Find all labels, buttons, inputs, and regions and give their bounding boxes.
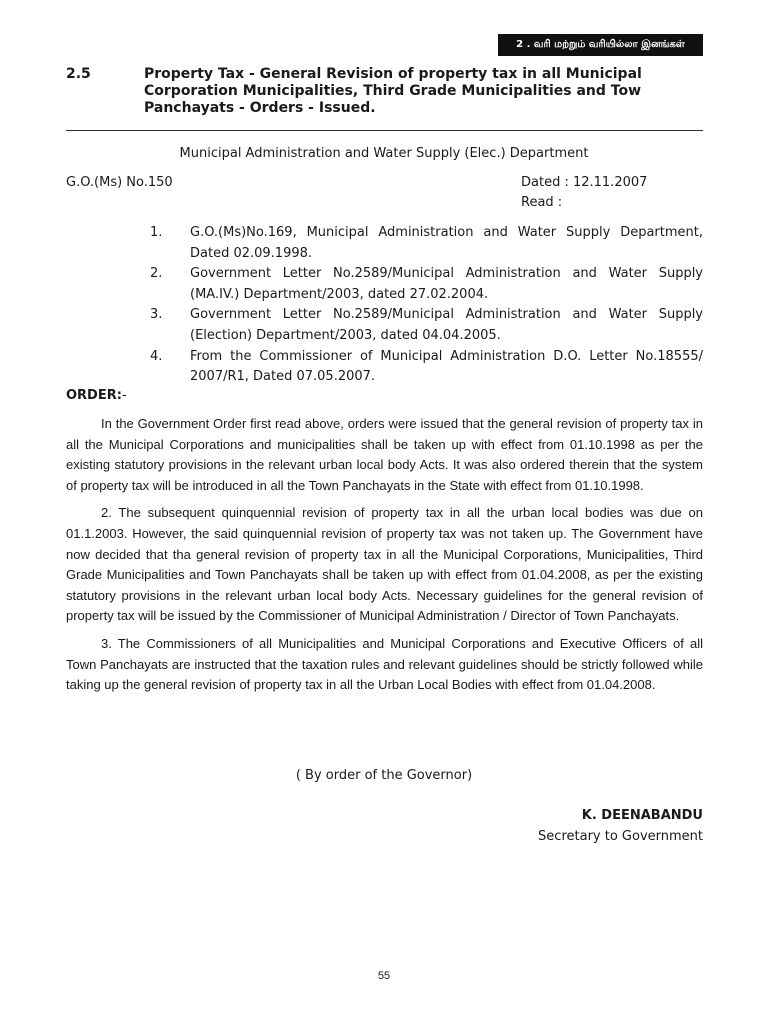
order-heading-dash: -: [121, 388, 127, 403]
page-number: 55: [377, 970, 391, 982]
order-heading-label: ORDER:: [66, 388, 122, 403]
governor-line: [0, 768, 768, 783]
reference-number: 2.: [150, 266, 163, 282]
governor-line-text: ( By order of the Governor): [295, 768, 473, 783]
reference-text: Government Letter No.2589/Municipal Administration and Water Supply (MA.IV.) Department/2003, dated 27.02.2004.: [190, 266, 703, 302]
signer-designation: Secretary to Government: [538, 829, 703, 844]
header-divider: [66, 130, 703, 131]
order-paragraph-3: 3. The Commissioners of all Municipalities and Municipal Corporations and Executive Officers of all Town Panchayats are instructed that the taxation rules and relevant guidelines should be strictly followed while taking up the general revision of property tax in all the Urban Local Bodies with effect from 01.04.2008.: [66, 635, 703, 693]
section-number: 2.5: [66, 66, 91, 82]
signer-name: K. DEENABANDU: [581, 808, 703, 823]
reference-number: 3.: [150, 307, 163, 323]
reference-number: 4.: [150, 348, 163, 364]
reference-text: From the Commissioner of Municipal Administration D.O. Letter No.18555/ 2007/R1, Dated 07.05.2007.: [190, 348, 703, 385]
chapter-header-tag: 2 . வரி மற்றும் வரியில்லா இனங்கள்: [498, 34, 703, 56]
read-label: Read :: [521, 195, 563, 210]
department-name: Municipal Administration and Water Supply (Elec.) Department: [179, 146, 589, 161]
references-list: [150, 223, 703, 388]
reference-number: 1.: [150, 225, 163, 240]
reference-item: [150, 305, 703, 346]
order-date: Dated : 12.11.2007: [521, 175, 648, 190]
reference-item: [150, 347, 703, 388]
reference-item: [150, 223, 703, 264]
reference-item: [150, 264, 703, 305]
reference-text: Government Letter No.2589/Municipal Administration and Water Supply (Election) Department/2003, dated 04.04.2005.: [190, 307, 703, 343]
go-number: G.O.(Ms) No.150: [66, 175, 173, 190]
section-title: Property Tax - General Revision of property tax in all Municipal Corporation Municipalities, Third Grade Municipalities and Tow Panchayats - Orders - Issued.: [144, 66, 642, 116]
order-paragraph-2: 2. The subsequent quinquennial revision of property tax in all the urban local bodies was due on 01.1.2003. However, the said quinquennial revision of property tax was not taken up. The Government have now decided that tha general revision of property tax in all the Municipal Corporations, Municipalities, Third Grade Municipalities and Town Panchayats shall be taken up with effect from 01.04.2008, as per the existing statutory provisions in the relevant urban local body Acts. Necessary guidelines for the general revision of property tax will be issued by the Commissioner of Municipal Administration / Director of Town Panchayats.: [66, 505, 703, 624]
reference-text: G.O.(Ms)No.169, Municipal Administration and Water Supply Department, Dated 02.09.1998.: [190, 225, 703, 261]
order-heading: [66, 388, 127, 403]
order-paragraph-1: In the Government Order first read above, orders were issued that the general revision of property tax in all the Municipal Corporations and municipalities shall be taken up with effect from 01.10.1998 as per the existing statutory provisions in the relevant urban local body Acts. It was also ordered therein that the system of property tax will be introduced in all the Town Panchayats in the State with effect from 01.10.1998.: [66, 416, 703, 493]
order-body: [66, 414, 703, 703]
